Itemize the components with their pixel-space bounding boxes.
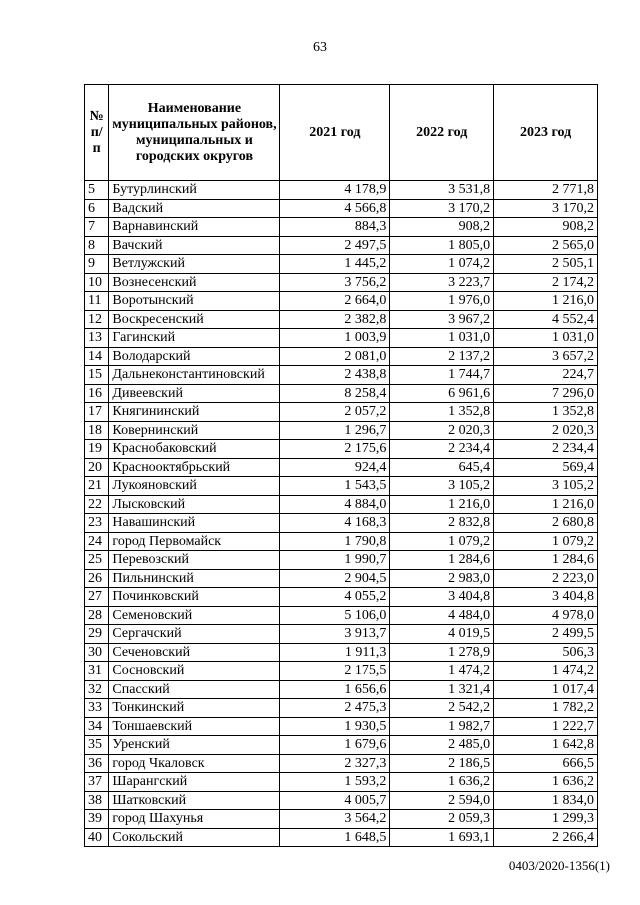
row-number: 8	[85, 236, 109, 255]
value-2023: 2 266,4	[494, 828, 598, 847]
value-2021: 1 679,6	[280, 736, 390, 755]
value-2021: 924,4	[280, 458, 390, 477]
row-number: 16	[85, 384, 109, 403]
value-2021: 1 543,5	[280, 477, 390, 496]
table-row	[85, 736, 598, 755]
table-row	[85, 236, 598, 255]
value-2023: 3 657,2	[494, 347, 598, 366]
value-2021: 1 648,5	[280, 828, 390, 847]
district-name: Ковернинский	[109, 421, 280, 440]
row-number: 22	[85, 495, 109, 514]
value-2022: 2 020,3	[390, 421, 494, 440]
table-row	[85, 514, 598, 533]
value-2021: 5 106,0	[280, 606, 390, 625]
table-row	[85, 458, 598, 477]
district-name: Бутурлинский	[109, 181, 280, 200]
value-2023: 1 834,0	[494, 791, 598, 810]
value-2022: 1 216,0	[390, 495, 494, 514]
table-row	[85, 329, 598, 348]
table-row	[85, 810, 598, 829]
district-name: Краснобаковский	[109, 440, 280, 459]
value-2021: 4 055,2	[280, 588, 390, 607]
district-name: Сеченовский	[109, 643, 280, 662]
value-2023: 2 020,3	[494, 421, 598, 440]
district-name: город Первомайск	[109, 532, 280, 551]
row-number: 18	[85, 421, 109, 440]
table-row	[85, 588, 598, 607]
row-number: 19	[85, 440, 109, 459]
value-2022: 1 976,0	[390, 292, 494, 311]
value-2022: 1 321,4	[390, 680, 494, 699]
value-2022: 1 074,2	[390, 255, 494, 274]
district-name: Уренский	[109, 736, 280, 755]
row-number: 36	[85, 754, 109, 773]
page-number: 63	[313, 40, 327, 55]
row-number: 6	[85, 199, 109, 218]
table-row	[85, 477, 598, 496]
header-number: № п/п	[85, 85, 109, 181]
value-2023: 569,4	[494, 458, 598, 477]
row-number: 12	[85, 310, 109, 329]
value-2023: 1 216,0	[494, 292, 598, 311]
table-row	[85, 255, 598, 274]
table-row	[85, 273, 598, 292]
value-2021: 8 258,4	[280, 384, 390, 403]
value-2021: 2 904,5	[280, 569, 390, 588]
value-2023: 2 771,8	[494, 181, 598, 200]
value-2023: 2 680,8	[494, 514, 598, 533]
table-row	[85, 551, 598, 570]
table-row	[85, 791, 598, 810]
table-row	[85, 292, 598, 311]
table-header-row	[85, 85, 598, 181]
value-2022: 3 967,2	[390, 310, 494, 329]
district-name: Лысковский	[109, 495, 280, 514]
district-name: Сокольский	[109, 828, 280, 847]
value-2022: 1 352,8	[390, 403, 494, 422]
value-2023: 224,7	[494, 366, 598, 385]
value-2023: 1 636,2	[494, 773, 598, 792]
value-2023: 506,3	[494, 643, 598, 662]
table-body	[85, 181, 598, 847]
value-2021: 4 566,8	[280, 199, 390, 218]
district-name: Вачский	[109, 236, 280, 255]
value-2023: 2 223,0	[494, 569, 598, 588]
table-row	[85, 680, 598, 699]
table-row	[85, 754, 598, 773]
value-2021: 3 913,7	[280, 625, 390, 644]
value-2021: 2 664,0	[280, 292, 390, 311]
value-2023: 7 296,0	[494, 384, 598, 403]
row-number: 33	[85, 699, 109, 718]
value-2022: 4 484,0	[390, 606, 494, 625]
district-name: Варнавинский	[109, 218, 280, 237]
table-row	[85, 606, 598, 625]
value-2023: 666,5	[494, 754, 598, 773]
table-row	[85, 199, 598, 218]
table-row	[85, 643, 598, 662]
value-2021: 2 497,5	[280, 236, 390, 255]
value-2023: 1 352,8	[494, 403, 598, 422]
value-2023: 1 782,2	[494, 699, 598, 718]
district-name: Княгининский	[109, 403, 280, 422]
document-code: 0403/2020-1356(1)	[508, 858, 610, 873]
value-2021: 2 327,3	[280, 754, 390, 773]
district-name: Вадский	[109, 199, 280, 218]
district-name: Дивеевский	[109, 384, 280, 403]
header-2023: 2023 год	[494, 85, 598, 181]
value-2023: 2 234,4	[494, 440, 598, 459]
row-number: 39	[85, 810, 109, 829]
row-number: 28	[85, 606, 109, 625]
value-2023: 2 565,0	[494, 236, 598, 255]
value-2023: 3 170,2	[494, 199, 598, 218]
value-2022: 1 982,7	[390, 717, 494, 736]
value-2021: 2 438,8	[280, 366, 390, 385]
row-number: 11	[85, 292, 109, 311]
district-name: Краснооктябрьский	[109, 458, 280, 477]
row-number: 14	[85, 347, 109, 366]
row-number: 9	[85, 255, 109, 274]
value-2023: 3 105,2	[494, 477, 598, 496]
row-number: 24	[85, 532, 109, 551]
district-name: город Шахунья	[109, 810, 280, 829]
row-number: 32	[85, 680, 109, 699]
table-row	[85, 421, 598, 440]
value-2022: 6 961,6	[390, 384, 494, 403]
value-2021: 4 178,9	[280, 181, 390, 200]
table-row	[85, 828, 598, 847]
district-name: Шатковский	[109, 791, 280, 810]
value-2023: 1 079,2	[494, 532, 598, 551]
value-2021: 884,3	[280, 218, 390, 237]
header-2022: 2022 год	[390, 85, 494, 181]
header-2021: 2021 год	[280, 85, 390, 181]
table-row	[85, 699, 598, 718]
district-name: Сергачский	[109, 625, 280, 644]
value-2022: 4 019,5	[390, 625, 494, 644]
value-2022: 2 983,0	[390, 569, 494, 588]
header-name: Наименование муниципальных районов, муниципальных и городских округов	[109, 85, 280, 181]
table-row	[85, 569, 598, 588]
value-2021: 2 057,2	[280, 403, 390, 422]
district-name: Лукояновский	[109, 477, 280, 496]
value-2021: 1 990,7	[280, 551, 390, 570]
row-number: 20	[85, 458, 109, 477]
value-2023: 2 174,2	[494, 273, 598, 292]
district-name: Воскресенский	[109, 310, 280, 329]
value-2023: 1 017,4	[494, 680, 598, 699]
district-name: Починковский	[109, 588, 280, 607]
value-2022: 1 805,0	[390, 236, 494, 255]
value-2022: 2 542,2	[390, 699, 494, 718]
row-number: 35	[85, 736, 109, 755]
table-row	[85, 181, 598, 200]
value-2021: 3 756,2	[280, 273, 390, 292]
row-number: 31	[85, 662, 109, 681]
municipal-data-table	[84, 84, 598, 847]
district-name: Вознесенский	[109, 273, 280, 292]
district-name: Воротынский	[109, 292, 280, 311]
row-number: 38	[85, 791, 109, 810]
value-2022: 1 278,9	[390, 643, 494, 662]
row-number: 21	[85, 477, 109, 496]
value-2023: 4 978,0	[494, 606, 598, 625]
district-name: Шарангский	[109, 773, 280, 792]
value-2022: 2 234,4	[390, 440, 494, 459]
district-name: Спасский	[109, 680, 280, 699]
value-2021: 1 930,5	[280, 717, 390, 736]
table-row	[85, 773, 598, 792]
value-2023: 1 474,2	[494, 662, 598, 681]
value-2021: 2 081,0	[280, 347, 390, 366]
value-2021: 4 005,7	[280, 791, 390, 810]
table-row	[85, 310, 598, 329]
value-2022: 3 105,2	[390, 477, 494, 496]
value-2022: 2 137,2	[390, 347, 494, 366]
table-row	[85, 495, 598, 514]
value-2022: 908,2	[390, 218, 494, 237]
value-2023: 1 284,6	[494, 551, 598, 570]
value-2022: 3 170,2	[390, 199, 494, 218]
row-number: 7	[85, 218, 109, 237]
value-2022: 2 186,5	[390, 754, 494, 773]
value-2021: 2 475,3	[280, 699, 390, 718]
value-2021: 1 656,6	[280, 680, 390, 699]
district-name: Пильнинский	[109, 569, 280, 588]
value-2021: 4 168,3	[280, 514, 390, 533]
row-number: 5	[85, 181, 109, 200]
district-name: Ветлужский	[109, 255, 280, 274]
value-2023: 1 222,7	[494, 717, 598, 736]
district-name: Тонкинский	[109, 699, 280, 718]
district-name: Тоншаевский	[109, 717, 280, 736]
row-number: 25	[85, 551, 109, 570]
value-2022: 1 079,2	[390, 532, 494, 551]
table-row	[85, 218, 598, 237]
value-2022: 2 059,3	[390, 810, 494, 829]
value-2022: 3 531,8	[390, 181, 494, 200]
value-2022: 1 693,1	[390, 828, 494, 847]
table-row	[85, 347, 598, 366]
value-2021: 1 790,8	[280, 532, 390, 551]
value-2021: 1 445,2	[280, 255, 390, 274]
row-number: 17	[85, 403, 109, 422]
row-number: 15	[85, 366, 109, 385]
value-2023: 1 642,8	[494, 736, 598, 755]
value-2022: 3 404,8	[390, 588, 494, 607]
table-row	[85, 384, 598, 403]
value-2022: 2 594,0	[390, 791, 494, 810]
value-2022: 1 031,0	[390, 329, 494, 348]
row-number: 13	[85, 329, 109, 348]
row-number: 23	[85, 514, 109, 533]
row-number: 37	[85, 773, 109, 792]
row-number: 10	[85, 273, 109, 292]
row-number: 26	[85, 569, 109, 588]
value-2023: 1 299,3	[494, 810, 598, 829]
district-name: Сосновский	[109, 662, 280, 681]
value-2023: 4 552,4	[494, 310, 598, 329]
value-2021: 4 884,0	[280, 495, 390, 514]
row-number: 29	[85, 625, 109, 644]
value-2022: 2 485,0	[390, 736, 494, 755]
value-2022: 645,4	[390, 458, 494, 477]
table-row	[85, 532, 598, 551]
value-2021: 2 175,6	[280, 440, 390, 459]
district-name: Перевозский	[109, 551, 280, 570]
value-2023: 2 499,5	[494, 625, 598, 644]
table-row	[85, 717, 598, 736]
value-2023: 1 031,0	[494, 329, 598, 348]
value-2023: 1 216,0	[494, 495, 598, 514]
table-row	[85, 366, 598, 385]
row-number: 34	[85, 717, 109, 736]
district-name: Навашинский	[109, 514, 280, 533]
value-2021: 1 593,2	[280, 773, 390, 792]
value-2023: 908,2	[494, 218, 598, 237]
value-2022: 1 744,7	[390, 366, 494, 385]
value-2022: 3 223,7	[390, 273, 494, 292]
value-2021: 1 296,7	[280, 421, 390, 440]
value-2023: 2 505,1	[494, 255, 598, 274]
district-name: Семеновский	[109, 606, 280, 625]
row-number: 30	[85, 643, 109, 662]
value-2023: 3 404,8	[494, 588, 598, 607]
district-name: Гагинский	[109, 329, 280, 348]
value-2022: 1 284,6	[390, 551, 494, 570]
table-row	[85, 662, 598, 681]
district-name: город Чкаловск	[109, 754, 280, 773]
value-2021: 2 175,5	[280, 662, 390, 681]
row-number: 40	[85, 828, 109, 847]
value-2021: 1 003,9	[280, 329, 390, 348]
value-2022: 1 636,2	[390, 773, 494, 792]
value-2021: 3 564,2	[280, 810, 390, 829]
value-2021: 2 382,8	[280, 310, 390, 329]
value-2022: 2 832,8	[390, 514, 494, 533]
row-number: 27	[85, 588, 109, 607]
table-row	[85, 403, 598, 422]
value-2021: 1 911,3	[280, 643, 390, 662]
table-row	[85, 440, 598, 459]
district-name: Володарский	[109, 347, 280, 366]
district-name: Дальнеконстантиновский	[109, 366, 280, 385]
table-row	[85, 625, 598, 644]
value-2022: 1 474,2	[390, 662, 494, 681]
